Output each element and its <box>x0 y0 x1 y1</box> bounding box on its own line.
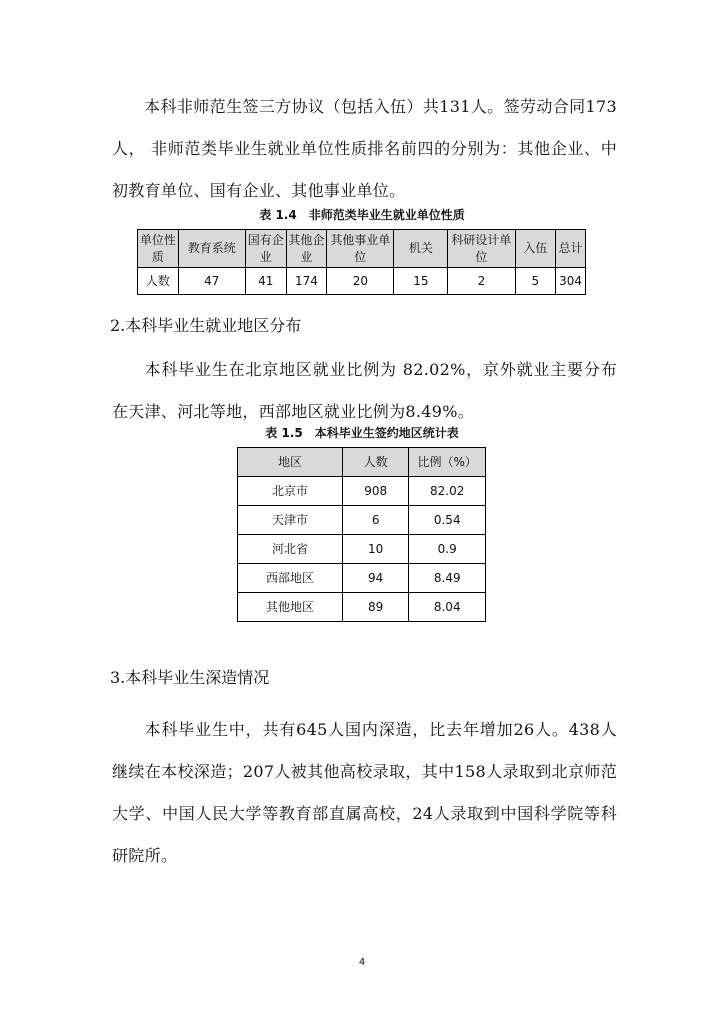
table-header-row <box>138 230 586 268</box>
header-cell: 比例（%） <box>409 448 486 477</box>
table-cell: 8.04 <box>409 593 486 622</box>
table-cell: 2 <box>448 268 515 295</box>
header-cell: 其他事业单位 <box>327 230 394 268</box>
table-cell: 河北省 <box>238 535 343 564</box>
table-cell: 6 <box>342 506 409 535</box>
table-cell: 10 <box>342 535 409 564</box>
table-cell: 20 <box>327 268 394 295</box>
section-heading-region: 2.本科毕业生就业地区分布 <box>110 316 302 335</box>
table-cell: 0.54 <box>409 506 486 535</box>
table-cell: 94 <box>342 564 409 593</box>
paragraph-region <box>112 349 617 433</box>
table-cell: 41 <box>245 268 286 295</box>
table-caption-1-5: 表 1.5 本科毕业生签约地区统计表 <box>265 426 459 440</box>
table-cell: 5 <box>515 268 556 295</box>
header-cell: 国有企业 <box>245 230 286 268</box>
table-cell: 其他地区 <box>238 593 343 622</box>
table-cell: 47 <box>178 268 245 295</box>
table-cell: 174 <box>286 268 327 295</box>
region-table <box>237 447 486 622</box>
section-heading-further-study: 3.本科毕业生深造情况 <box>110 668 270 687</box>
table-cell: 304 <box>556 268 586 295</box>
table-row <box>238 535 486 564</box>
table-cell: 北京市 <box>238 477 343 506</box>
table-cell: 82.02 <box>409 477 486 506</box>
paragraph-text: 本科毕业生中，共有645人国内深造，比去年增加26人。438人继续在本校深造；207人被其他高校录取，其中158人录取到北京师范大学、中国人民大学等教育部直属高校，24人录取到中国科学院等科研院所。 <box>112 720 617 865</box>
table-row <box>238 477 486 506</box>
table-row <box>138 268 586 295</box>
table-cell: 15 <box>394 268 448 295</box>
table-cell: 0.9 <box>409 535 486 564</box>
table-row <box>238 506 486 535</box>
header-cell: 总计 <box>556 230 586 268</box>
table-row <box>238 593 486 622</box>
unit-nature-table <box>137 229 586 295</box>
paragraph-further-study <box>112 709 617 877</box>
header-cell: 机关 <box>394 230 448 268</box>
table-cell: 8.49 <box>409 564 486 593</box>
header-cell: 教育系统 <box>178 230 245 268</box>
table-caption-1-4: 表 1.4 非师范类毕业生就业单位性质 <box>259 208 465 222</box>
header-cell: 入伍 <box>515 230 556 268</box>
table-cell: 人数 <box>138 268 179 295</box>
header-cell: 其他企业 <box>286 230 327 268</box>
table-row <box>238 564 486 593</box>
header-cell: 地区 <box>238 448 343 477</box>
page-number: 4 <box>358 957 366 968</box>
table-header-row <box>238 448 486 477</box>
paragraph-unit-nature <box>112 86 617 212</box>
table-cell: 天津市 <box>238 506 343 535</box>
header-cell: 单位性质 <box>138 230 179 268</box>
paragraph-text: 本科毕业生在北京地区就业比例为 82.02%，京外就业主要分布在天津、河北等地，西部地区就业比例为8.49%。 <box>112 360 617 421</box>
header-cell: 科研设计单位 <box>448 230 515 268</box>
paragraph-text: 本科非师范生签三方协议（包括入伍）共131人。签劳动合同173人， 非师范类毕业生就业单位性质排名前四的分别为：其他企业、中初教育单位、国有企业、其他事业单位。 <box>112 97 617 200</box>
table-cell: 89 <box>342 593 409 622</box>
table-cell: 西部地区 <box>238 564 343 593</box>
header-cell: 人数 <box>342 448 409 477</box>
table-cell: 908 <box>342 477 409 506</box>
